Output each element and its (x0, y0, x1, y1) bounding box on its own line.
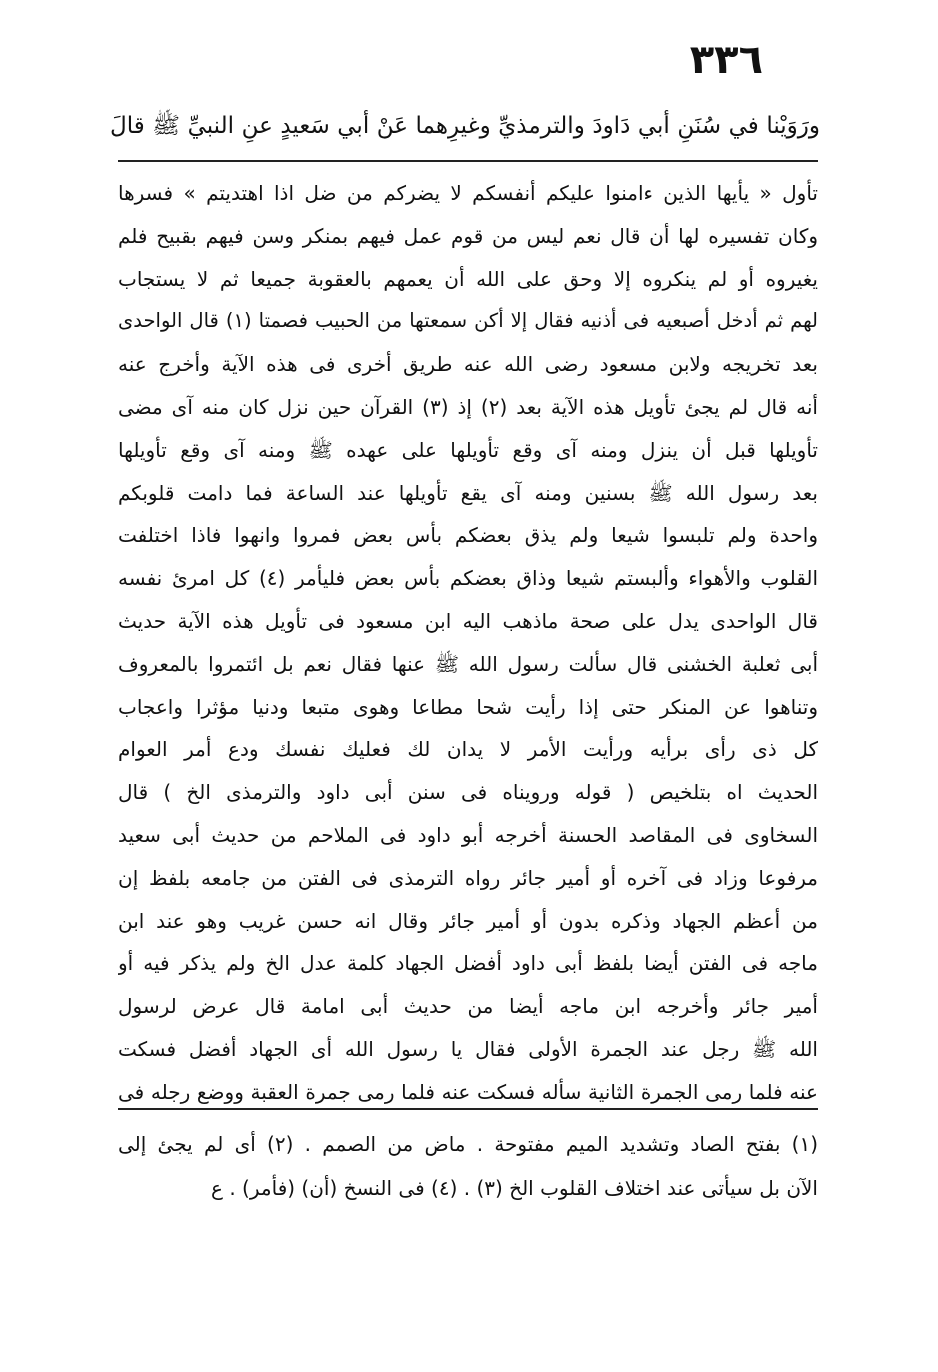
body-line-15: الحديث اه بتلخيص ( قوله ورويناه فى سنن أبى داود والترمذى الخ ) قال (118, 780, 818, 805)
body-line-6: أنه قال لم يجئ تأويل هذه الآية بعد (٢) إذ (٣) القرآن حين نزل كان منه آى مضى (118, 394, 818, 419)
footnote-line-1: (١) بفتح الصاد وتشديد الميم مفتوحة . ماض من الصمم . (٢) أى لم يجئ إلى (118, 1132, 818, 1156)
body-line-14: كل ذى رأى برأيه ورأيت الأمر لا يدان لك فعليك نفسك ودع أمر العوام (118, 737, 818, 762)
body-line-7: تأويلها قبل أن ينزل ومنه آى وقع تأويلها على عهده ﷺ ومنه آى وقع تأويلها (118, 437, 818, 462)
body-line-22: عنه فلما رمى الجمرة الثانية سأله فسكت عنه فلما رمى جمرة العقبة ووضع رجله فى (118, 1079, 818, 1104)
header-divider (118, 160, 818, 162)
body-line-19: ماجه فى الفتن أيضا بلفظ أبى داود أفضل الجهاد كلمة عدل الخ ولم يذكر فيه أو (118, 951, 818, 976)
footnotes (118, 1122, 818, 1210)
body-line-8: بعد رسول الله ﷺ بسنين ومنه آى يقع تأويلها عند الساعة فما دامت قلوبكم (118, 480, 818, 505)
page-number: ٣٣٦ (689, 37, 763, 83)
body-line-16: السخاوى فى المقاصد الحسنة أخرجه أبو داود فى الملاحم من حديث أبى سعيد (118, 822, 818, 847)
body-line-4: لهم ثم أدخل أصبعيه فى أذنيه فقال إلا أكن سمعتها من الحبيب فصمتا (١) قال الواحدى (118, 309, 818, 333)
body-line-21: الله ﷺ رجل عند الجمرة الأولى فقال يا رسول الله أى الجهاد أفضل فسكت (118, 1036, 818, 1061)
commentary-body (118, 172, 818, 1114)
body-line-9: واحدة ولم تلبسوا شيعا ولم يذق بعضكم بأس بعض فمروا وانهوا فاذا اختلفت (118, 523, 818, 548)
hadith-header-text: ورَوَيْنا في سُنَنِ أبي دَاودَ والترمذيِّ وغيرِهما عَنْ أبي سَعيدٍ عنِ النبيِّ ﷺ قالَ (110, 113, 820, 139)
body-line-11: قال الواحدى يدل على صحة ماذهب اليه ابن مسعود فى تأويل هذه الآية حديث (118, 608, 818, 633)
body-line-1: تأول « يأيها الذين ءامنوا عليكم أنفسكم لا يضركم من ضل اذا اهتديتم » فسرها (118, 181, 818, 205)
body-line-5: بعد تخريجه ولابن مسعود رضى الله عنه طريق أخرى فى هذه الآية وأخرج عنه (118, 352, 818, 377)
body-line-3: يغيروه أو لم ينكروه إلا وحق على الله أن يعمهم بالعقوبة جميعا ثم لا يستجاب (118, 266, 818, 291)
footnote-divider (118, 1108, 818, 1110)
body-line-10: القلوب والأهواء وألبستم شيعا وذاق بعضكم بأس بعض فليأمر (٤) كل امرئ نفسه (118, 566, 818, 591)
footnote-line-2: الآن بل سيأتى عند اختلاف القلوب الخ (٣) . (٤) فى النسخ (أن) (فأمر) . ع (211, 1176, 818, 1200)
body-line-17: مرفوعا وزاد فى آخره أو أمير جائر رواه الترمذى فى الفتن من جامعه بلفظ إن (118, 865, 818, 890)
body-line-18: من أعظم الجهاد وذكره بدون أو أمير جائر وقال انه حسن غريب وهو عند ابن (118, 908, 818, 933)
body-line-20: أمير جائر وأخرجه ابن ماجه أيضا من حديث أبى امامة قال عرض لرسول (118, 994, 818, 1019)
body-line-12: أبى ثعلبة الخشنى قال سألت رسول الله ﷺ عنها فقال نعم بل ائتمروا بالمعروف (118, 651, 818, 676)
body-line-2: وكان تفسيره لها أن قال نعم ليس من قوم عمل فيهم بمنكر وسن فيهم بقبيح فلم (118, 223, 818, 248)
body-line-13: وتناهوا عن المنكر حتى إذا رأيت شحا مطاعا وهوى متبعا ودنيا مؤثرا واعجاب (118, 694, 818, 719)
